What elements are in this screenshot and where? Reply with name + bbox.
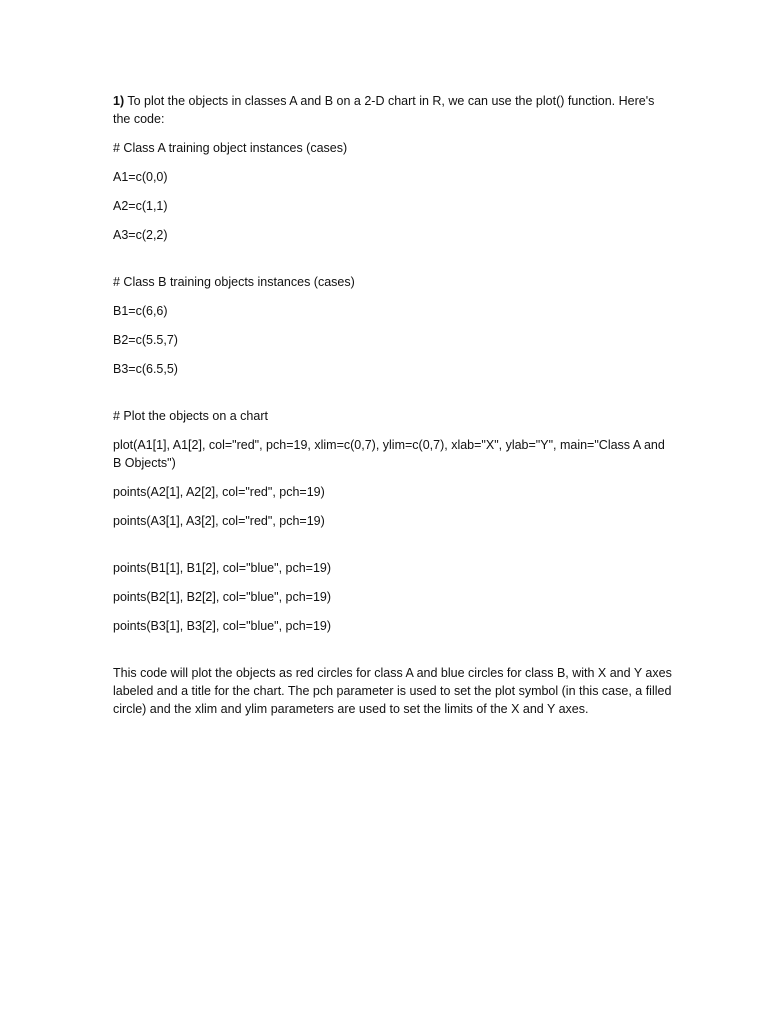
plot-comment: # Plot the objects on a chart <box>113 409 268 423</box>
code-line-points-b3: points(B3[1], B3[2], col="blue", pch=19) <box>113 619 332 633</box>
code-line-points-a2: points(A2[1], A2[2], col="red", pch=19) <box>113 485 325 499</box>
spacer <box>113 646 673 664</box>
code-line-points-b1: points(B1[1], B1[2], col="blue", pch=19) <box>113 561 332 575</box>
code-line-b3: B3=c(6.5,5) <box>113 362 178 376</box>
class-a-comment: # Class A training object instances (cases) <box>113 141 348 155</box>
document-page <box>113 92 673 729</box>
spacer <box>113 541 673 559</box>
code-line-a3: A3=c(2,2) <box>113 228 168 242</box>
intro-text: To plot the objects in classes A and B on a 2-D chart in R, we can use the plot() function. Here's the code: <box>113 94 655 126</box>
spacer <box>113 389 673 407</box>
code-line-b1: B1=c(6,6) <box>113 304 168 318</box>
code-line-a1: A1=c(0,0) <box>113 170 168 184</box>
intro-paragraph <box>113 92 673 128</box>
explanation-paragraph: This code will plot the objects as red circles for class A and blue circles for class B, with X and Y axes labeled and a title for the chart. The pch parameter is used to set the plot symbol (in this case, a filled circle) and the xlim and ylim parameters are used to set the limits of the X and Y axes. <box>113 666 672 716</box>
spacer <box>113 255 673 273</box>
code-line-b2: B2=c(5.5,7) <box>113 333 178 347</box>
code-line-points-b2: points(B2[1], B2[2], col="blue", pch=19) <box>113 590 332 604</box>
item-number: 1) <box>113 94 125 108</box>
class-b-comment: # Class B training objects instances (cases) <box>113 275 355 289</box>
code-line-points-a3: points(A3[1], A3[2], col="red", pch=19) <box>113 514 325 528</box>
code-line-a2: A2=c(1,1) <box>113 199 168 213</box>
code-line-plot-call: plot(A1[1], A1[2], col="red", pch=19, xlim=c(0,7), ylim=c(0,7), xlab="X", ylab="Y", main="Class A and B Objects") <box>113 438 665 470</box>
